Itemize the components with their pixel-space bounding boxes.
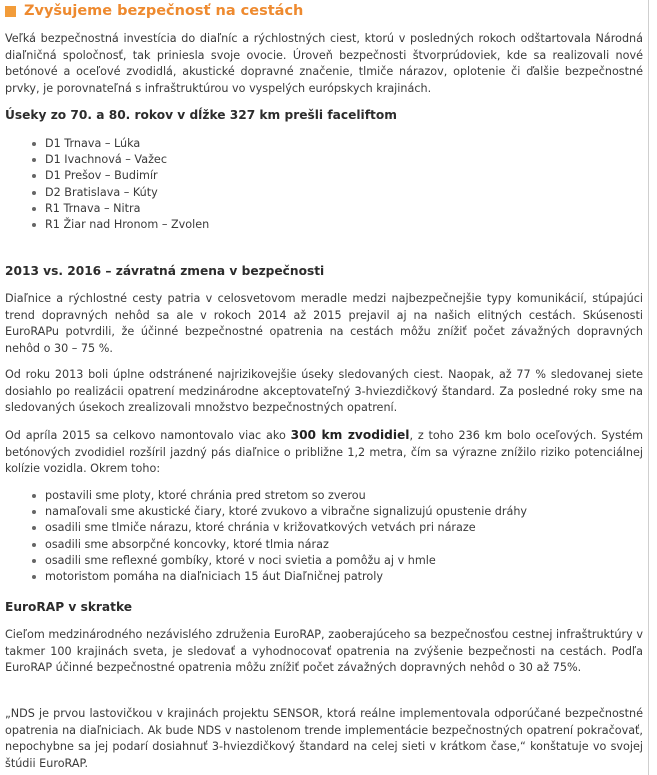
right-border-divider: [648, 0, 649, 775]
section2-heading: 2013 vs. 2016 – závratná zmena v bezpečnosti: [5, 264, 325, 278]
section2-paragraph-3: [5, 427, 643, 478]
section3-heading: EuroRAP v skratke: [5, 600, 133, 614]
list-item: R1 Trnava – Nitra: [45, 201, 209, 217]
orange-square-icon: [5, 6, 16, 17]
list-item: osadili sme tlmiče nárazu, ktoré chránia v križovatkových vetvách pri náraze: [45, 520, 527, 536]
list-item: D1 Ivachnová – Važec: [45, 152, 209, 168]
section1-heading: Úseky zo 70. a 80. rokov v dĺžke 327 km prešli faceliftom: [5, 108, 397, 122]
section3-paragraph-1: Cieľom medzinárodného nezávislého združenia EuroRAP, zaoberajúceho sa bezpečnosťou cestnej infraštruktúry v takmer 100 krajinách sveta, je sledovať a vyhodnocovať opatrenia na zvýšenie bezpečnosti na cestách. Podľa EuroRAP účinné bezpečnostné opatrenia môžu znížiť počet závažných dopravných nehôd o 30 až 75%.: [5, 628, 643, 675]
paragraph-text: , z toho 236 km bolo oceľových. Systém betónových zvodidiel rozšíril jazdný pás diaľnice o približne 1,2 metra, čím sa výrazne znížilo riziko potenciálnej kolízie vozidla. Okrem toho:: [5, 429, 643, 476]
paragraph-text: Od apríla 2015 sa celkovo namontovalo viac ako: [5, 429, 291, 442]
list-item: D1 Trnava – Lúka: [45, 136, 209, 152]
list-item: R1 Žiar nad Hronom – Zvolen: [45, 217, 209, 233]
section3-paragraph-2: „NDS je prvou lastovičkou v krajinách projektu SENSOR, ktorá reálne implementovala odporúčané bezpečnostné opatrenia na diaľniciach. Ak bude NDS v nastolenom trende implementácie bezpečnostných opatrení pokračovať, nepochybne sa jej podarí dosiahnuť 3-hviezdičkový štandard na celej sieti v krátkom čase,“ konštatuje vo svojej štúdii EuroRAP.: [5, 707, 643, 771]
section2-paragraph-2: Od roku 2013 boli úplne odstránené najrizikovejšie úseky sledovaných ciest. Naopak, až 77 % sledovanej siete dosiahlo po realizácii opatrení medzinárodne akceptovateľný 3-hviezdičkový štandard. Za posledné roky sme na sledovaných úsekoch zrealizovali množstvo bezpečnostných opatrení.: [5, 368, 643, 415]
list-item: D2 Bratislava – Kúty: [45, 185, 209, 201]
list-item: motoristom pomáha na diaľniciach 15 áut Diaľničnej patroly: [45, 569, 527, 585]
list-item: namaľovali sme akustické čiary, ktoré zvukovo a vibračne signalizujú opustenie dráhy: [45, 504, 527, 520]
list-item: D1 Prešov – Budimír: [45, 168, 209, 184]
bold-highlight: 300 km zvodidiel: [290, 428, 410, 442]
list-item: osadili sme absorpčné koncovky, ktoré tlmia náraz: [45, 537, 527, 553]
list-item: osadili sme reflexné gombíky, ktoré v noci svietia a pomôžu aj v hmle: [45, 553, 527, 569]
section2-paragraph-1: Diaľnice a rýchlostné cesty patria v celosvetovom meradle medzi najbezpečnejšie typy komunikácií, stúpajúci trend dopravných nehôd sa ale v rokoch 2014 až 2015 prejavil aj na našich elitných cestách. Skúsenosti EuroRAPu potvrdili, že účinné bezpečnostné opatrenia na cestách môžu znížiť počet závažných dopravných nehôd o 30 – 75 %.: [5, 292, 643, 356]
article-title: Zvyšujeme bezpečnosť na cestách: [24, 3, 304, 19]
section1-list: [5, 136, 209, 233]
section2-list: [5, 488, 527, 585]
intro-paragraph: Veľká bezpečnostná investícia do diaľníc a rýchlostných ciest, ktorú v posledných rokoch odštartovala Národná diaľničná spoločnosť, tak priniesla svoje ovocie. Úroveň bezpečnosti štvorprúdoviek, kde sa realizovali nové betónové a oceľové zvodidlá, akustické dopravné značenie, tlmiče nárazov, oplotenie či ďalšie bezpečnostné prvky, je porovnateľná s infraštruktúrou vo vyspelých európskych krajinách.: [5, 32, 643, 96]
title-bar: [5, 1, 303, 21]
list-item: postavili sme ploty, ktoré chránia pred stretom so zverou: [45, 488, 527, 504]
